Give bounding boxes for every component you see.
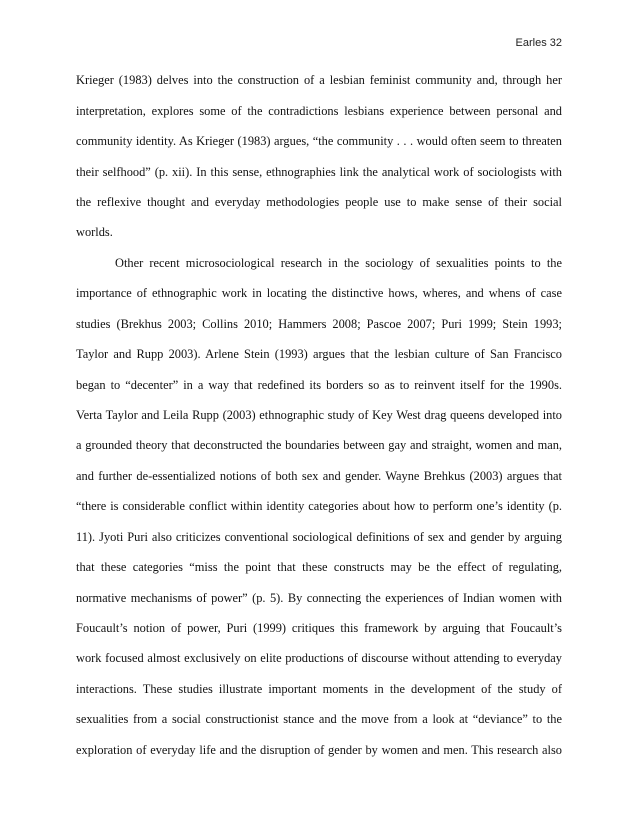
text-line: exploration of everyday life and the disruption of gender by women and men. This research also: [76, 743, 562, 757]
text-line: studies (Brekhus 2003; Collins 2010; Hammers 2008; Pascoe 2007; Puri 1999; Stein 1993;: [76, 317, 562, 331]
text-line: Foucault’s notion of power, Puri (1999) critiques this framework by arguing that Foucault’s: [76, 621, 562, 635]
text-line: community identity. As Krieger (1983) argues, “the community . . . would often seem to threaten: [76, 134, 562, 148]
text-line: a grounded theory that deconstructed the boundaries between gay and straight, women and man,: [76, 438, 562, 452]
text-line: worlds.: [76, 225, 113, 239]
text-line: importance of ethnographic work in locating the distinctive hows, wheres, and whens of case: [76, 286, 562, 300]
text-line: and further de-essentialized notions of both sex and gender. Wayne Brehkus (2003) argues that: [76, 469, 562, 483]
text-line: their selfhood” (p. xii). In this sense, ethnographies link the analytical work of sociologists with: [76, 165, 562, 179]
text-line: normative mechanisms of power” (p. 5). By connecting the experiences of Indian women with: [76, 591, 562, 605]
text-line: Taylor and Rupp 2003). Arlene Stein (1993) argues that the lesbian culture of San Francisco: [76, 347, 562, 361]
running-head: Earles 32: [515, 37, 562, 49]
text-line: interpretation, explores some of the contradictions lesbians experience between personal and: [76, 104, 562, 118]
text-line: interactions. These studies illustrate important moments in the development of the study of: [76, 682, 562, 696]
text-line: Other recent microsociological research in the sociology of sexualities points to the: [115, 256, 562, 270]
text-line: “there is considerable conflict within identity categories about how to perform one’s identity (p.: [76, 499, 562, 513]
text-line: that these categories “miss the point that these constructs may be the effect of regulating,: [76, 560, 562, 574]
text-line: work focused almost exclusively on elite productions of discourse without attending to everyday: [76, 651, 562, 665]
text-line: Verta Taylor and Leila Rupp (2003) ethnographic study of Key West drag queens developed into: [76, 408, 562, 422]
text-line: Krieger (1983) delves into the construction of a lesbian feminist community and, through her: [76, 73, 562, 87]
text-line: 11). Jyoti Puri also criticizes conventional sociological definitions of sex and gender by arguing: [76, 530, 562, 544]
text-line: sexualities from a social constructionist stance and the move from a look at “deviance” to the: [76, 712, 562, 726]
text-line: began to “decenter” in a way that redefined its borders so as to reinvent itself for the 1990s.: [76, 378, 562, 392]
text-line: the reflexive thought and everyday methodologies people use to make sense of their social: [76, 195, 562, 209]
